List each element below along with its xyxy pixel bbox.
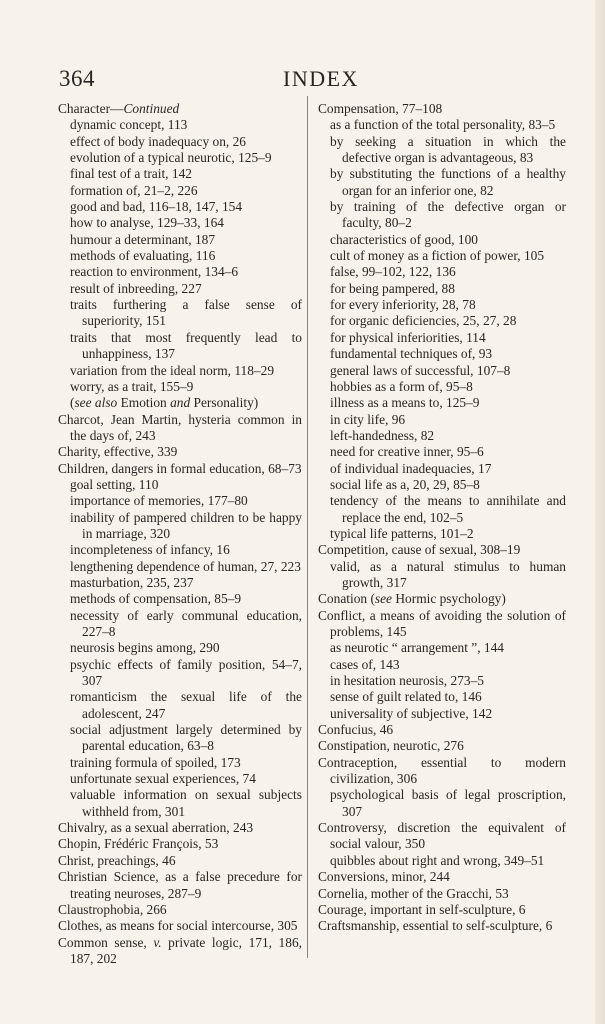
index-subentry: in hesitation neurosis, 273–5 xyxy=(330,673,484,689)
index-subentry: characteristics of good, 100 xyxy=(330,231,478,247)
index-subentry: for physical inferiorities, 114 xyxy=(330,329,486,345)
index-subentry: training formula of spoiled, 173 xyxy=(70,754,241,770)
index-subentry: quibbles about right and wrong, 349–51 xyxy=(330,852,545,868)
index-subentry: effect of body inadequacy on, 26 xyxy=(70,133,247,149)
index-entry: Chivalry, as a sexual aberration, 243 xyxy=(58,820,254,836)
index-subentry: masturbation, 235, 237 xyxy=(70,574,194,590)
index-subentry: illness as a means to, 125–9 xyxy=(330,395,480,411)
index-entry: Confucius, 46 xyxy=(318,722,394,738)
index-entry: Conflict, a means of avoiding the solution of problems, 145 xyxy=(318,607,566,639)
index-entry: Cornelia, mother of the Gracchi, 53 xyxy=(318,885,509,901)
page-edge xyxy=(595,0,605,1024)
index-subentry: worry, as a trait, 155–9 xyxy=(70,378,194,394)
index-subentry: final test of a trait, 142 xyxy=(70,166,192,182)
column-divider xyxy=(307,96,308,958)
index-subentry: by seeking a situation in which the defective organ is advantageous, 83 xyxy=(330,133,566,166)
index-entry: Compensation, 77–108 xyxy=(318,101,443,116)
index-entry: Courage, important in self-sculpture, 6 xyxy=(318,901,526,917)
index-subentry: dynamic concept, 113 xyxy=(70,117,188,133)
index-subentry: unfortunate sexual experiences, 74 xyxy=(70,771,256,787)
index-subentry: in city life, 96 xyxy=(330,411,406,427)
index-subentry: false, 99–102, 122, 136 xyxy=(330,264,456,280)
index-subentry: methods of compensation, 85–9 xyxy=(70,591,242,607)
index-subentry: for organic deficiencies, 25, 27, 28 xyxy=(330,313,517,329)
index-subentry: variation from the ideal norm, 118–29 xyxy=(70,362,275,378)
index-entry: Constipation, neurotic, 276 xyxy=(318,738,464,754)
index-subentry: importance of memories, 177–80 xyxy=(70,493,248,509)
index-subentry: of individual inadequacies, 17 xyxy=(330,460,492,476)
index-subentry: traits that most frequently lead to unhappiness, 137 xyxy=(70,329,302,362)
index-entry: Claustrophobia, 266 xyxy=(58,901,167,917)
index-entry: Controversy, discretion the equivalent of social valour, 350 xyxy=(318,820,566,852)
index-subentry: general laws of successful, 107–8 xyxy=(330,362,511,378)
index-entry: Craftsmanship, essential to self-sculpture, 6 xyxy=(318,918,553,934)
page-header xyxy=(59,66,577,96)
page-number: 364 xyxy=(59,66,95,91)
index-subentry: for every inferiority, 28, 78 xyxy=(330,297,476,313)
index-subentry: humour a determinant, 187 xyxy=(70,231,216,247)
index-entry: Character—Continued xyxy=(58,101,180,116)
index-entry: Conation (see Hormic psychology) xyxy=(318,591,506,607)
index-column-right xyxy=(318,101,566,935)
index-subentry: incompleteness of infancy, 16 xyxy=(70,542,230,558)
index-entry: Conversions, minor, 244 xyxy=(318,869,450,885)
index-subentry: valuable information on sexual subjects withheld from, 301 xyxy=(70,787,302,819)
index-subentry: result of inbreeding, 227 xyxy=(70,280,202,296)
index-subentry: (see also Emotion and Personality) xyxy=(70,395,259,411)
index-entry: Contraception, essential to modern civilization, 306 xyxy=(318,754,566,787)
index-subentry: reaction to environment, 134–6 xyxy=(70,264,239,280)
index-subentry: formation of, 21–2, 226 xyxy=(70,182,198,198)
index-subentry: by substituting the functions of a healthy organ for an inferior one, 82 xyxy=(330,166,566,198)
index-subentry: psychological basis of legal proscription, 307 xyxy=(330,787,566,819)
index-subentry: sense of guilt related to, 146 xyxy=(330,689,482,705)
index-subentry: as neurotic “ arrangement ”, 144 xyxy=(330,640,504,656)
index-subentry: typical life patterns, 101–2 xyxy=(330,525,474,541)
index-subentry: traits furthering a false sense of superiority, 151 xyxy=(70,297,302,329)
index-subentry: lengthening dependence of human, 27, 223 xyxy=(70,558,301,574)
page-title: INDEX xyxy=(283,66,359,91)
index-subentry: good and bad, 116–18, 147, 154 xyxy=(70,199,243,215)
index-subentry: social adjustment largely determined by parental education, 63–8 xyxy=(70,722,302,754)
index-subentry: cult of money as a fiction of power, 105 xyxy=(330,248,545,264)
index-entry: Children, dangers in formal education, 68–73 xyxy=(58,460,302,476)
index-entry: Clothes, as means for social intercourse, 305 xyxy=(58,918,298,934)
index-column-left xyxy=(58,101,302,967)
index-subentry: left-handedness, 82 xyxy=(330,427,435,443)
index-subentry: as a function of the total personality, 83–5 xyxy=(330,117,556,133)
index-entry: Christian Science, as a false precedure for treating neuroses, 287–9 xyxy=(58,869,302,901)
index-subentry: social life as a, 20, 29, 85–8 xyxy=(330,476,480,492)
index-entry: Chopin, Frédéric François, 53 xyxy=(58,836,219,852)
index-subentry: goal setting, 110 xyxy=(70,476,159,492)
index-subentry: tendency of the means to annihilate and replace the end, 102–5 xyxy=(330,493,566,525)
index-entry: Common sense, v. private logic, 171, 186, 187, 202 xyxy=(58,934,302,966)
index-subentry: evolution of a typical neurotic, 125–9 xyxy=(70,150,272,166)
index-subentry: psychic effects of family position, 54–7, 307 xyxy=(70,656,302,689)
index-entry: Competition, cause of sexual, 308–19 xyxy=(318,542,521,558)
index-subentry: by training of the defective organ or faculty, 80–2 xyxy=(330,199,566,231)
index-subentry: universality of subjective, 142 xyxy=(330,705,493,721)
index-entry: Charcot, Jean Martin, hysteria common in the days of, 243 xyxy=(58,411,302,443)
index-subentry: valid, as a natural stimulus to human growth, 317 xyxy=(330,558,566,590)
index-subentry: cases of, 143 xyxy=(330,656,400,672)
index-subentry: how to analyse, 129–33, 164 xyxy=(70,215,224,231)
index-subentry: inability of pampered children to be happy in marriage, 320 xyxy=(70,509,302,541)
index-subentry: methods of evaluating, 116 xyxy=(70,248,216,264)
continued-label: Continued xyxy=(123,101,180,116)
index-subentry: neurosis begins among, 290 xyxy=(70,640,220,656)
index-subentry: hobbies as a form of, 95–8 xyxy=(330,378,473,394)
index-subentry: need for creative inner, 95–6 xyxy=(330,444,484,460)
index-subentry: fundamental techniques of, 93 xyxy=(330,346,493,362)
index-entry: Christ, preachings, 46 xyxy=(58,852,176,868)
index-subentry: necessity of early communal education, 227–8 xyxy=(70,607,302,639)
index-subentry: romanticism the sexual life of the adolescent, 247 xyxy=(70,689,302,721)
index-entry: Charity, effective, 339 xyxy=(58,444,178,460)
index-subentry: for being pampered, 88 xyxy=(330,280,455,296)
